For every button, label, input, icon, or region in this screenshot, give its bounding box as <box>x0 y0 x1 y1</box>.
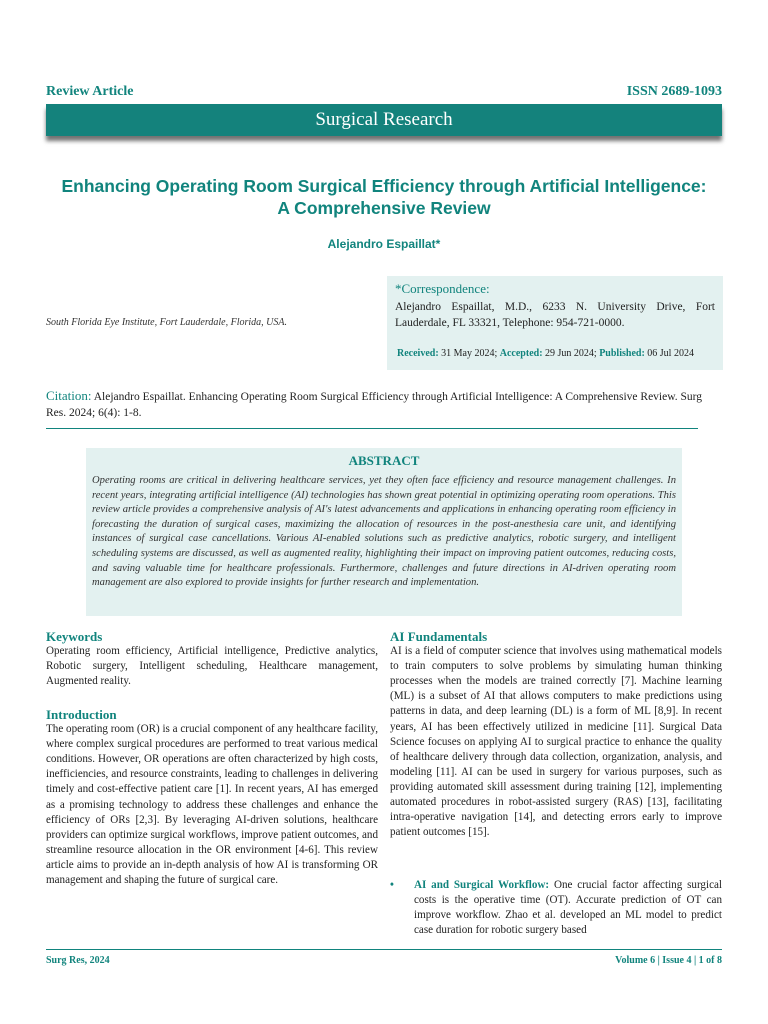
citation <box>46 388 722 421</box>
issn: ISSN 2689-1093 <box>626 84 722 99</box>
ai-fundamentals-heading: AI Fundamentals <box>390 629 488 644</box>
article-type: Review Article <box>46 84 134 99</box>
published-date: 06 Jul 2024 <box>647 348 694 359</box>
accepted-label: Accepted: <box>499 348 543 359</box>
citation-text: Alejandro Espaillat. Enhancing Operating Room Surgical Efficiency through Artificial Intelligence: A Comprehensive Review. Surg Res. 2024; 6(4): 1-8. <box>46 391 703 419</box>
abstract-box <box>86 448 682 616</box>
bullet-text: One crucial factor affecting surgical costs is the operative time (OT). Accurate prediction of OT can improve workflow. Zhao et al. developed an ML model to predict case duration for robotic surgery based <box>414 879 722 937</box>
footer-page-info: Volume 6 | Issue 4 | 1 of 8 <box>615 955 722 966</box>
received-date: 31 May 2024; <box>441 348 498 359</box>
abstract-text: Operating rooms are critical in delivering healthcare services, yet they often face efficiency and resource management challenges. In recent years, integrating artificial intelligence (AI) technologies has shown great potential in optimizing operating room operations. This review article provides a comprehensive analysis of AI's latest advancements and applications in enhancing operating room efficiency in forecasting the duration of surgical cases, maximizing the allocation of resources in the post-anesthesia care unit, and identifying instances of surgical case cancellations. Various AI-enabled solutions such as predictive analytics, robotic surgery, and intelligent scheduling systems are discussed, as well as augmented reality, highlighting their impact on improving patient outcomes, reducing costs, and saving valuable time for healthcare professionals. Furthermore, challenges and future directions in AI-driven operating room management are also explored to provide insights for further research and implementation. <box>92 475 676 589</box>
introduction-text: The operating room (OR) is a crucial component of any healthcare facility, where complex surgical procedures are performed to treat various medical conditions. However, OR operations are often characterized by high costs, inefficiencies, and resource constraints, leading to challenges in delivering timely and cost-effective patient care [1]. In recent years, AI has emerged as a promising technology to address these challenges and enhance the efficiency of ORs [2,3]. By leveraging AI-driven solutions, healthcare providers can optimize surgical workflows, improve patient outcomes, and streamline resource allocation in the OR environment [4-6]. This review article aims to provide an in-depth analysis of how AI is transforming OR management and shaping the future of surgical care. <box>46 723 378 887</box>
introduction-section <box>46 707 378 888</box>
correspondence-box <box>387 276 723 370</box>
journal-banner: Surgical Research <box>46 104 722 136</box>
bullet-icon: • <box>390 879 394 891</box>
keywords-heading: Keywords <box>46 629 103 644</box>
ai-fundamentals-section <box>390 629 722 840</box>
bullet-text-block <box>414 878 722 938</box>
published-label: Published: <box>599 348 645 359</box>
ai-fundamentals-text: AI is a field of computer science that involves using mathematical models to train computers to solve problems by simulating human thinking processes when the models are trained correctly [7]. Machine learning (ML) is a subset of AI that allows computers to make predictions using patterns in data, and deep learning (DL) is a form of ML [8,9]. In recent years, AI has been effectively utilized in medicine [11]. Surgical Data Science focuses on applying AI to surgical practice to enhance the quality of healthcare delivery through data collection, organization, analysis, and modeling [11]. AI can be used in surgery for various purposes, such as providing automated skill assessment during training [12], implementing automated procedures in robot-assisted surgery (RAS) [13], facilitating intra-operative navigation [14], and detecting errors early to improve patient outcomes [15]. <box>390 645 722 839</box>
article-dates <box>397 348 694 359</box>
citation-label: Citation: <box>46 388 92 403</box>
correspondence-heading: *Correspondence: <box>395 281 490 296</box>
introduction-heading: Introduction <box>46 707 117 722</box>
correspondence-body: Alejandro Espaillat, M.D., 6233 N. University Drive, Fort Lauderdale, FL 33321, Telephone: 954-721-0000. <box>395 301 715 329</box>
received-label: Received: <box>397 348 439 359</box>
affiliation: South Florida Eye Institute, Fort Lauderdale, Florida, USA. <box>46 317 287 328</box>
accepted-date: 29 Jun 2024; <box>545 348 597 359</box>
paper-title: Enhancing Operating Room Surgical Efficiency through Artificial Intelligence: A Comprehensive Review <box>61 176 707 218</box>
footer-journal: Surg Res, 2024 <box>46 955 110 966</box>
divider <box>46 428 698 429</box>
footer-divider <box>46 949 722 950</box>
keywords-text: Operating room efficiency, Artificial intelligence, Predictive analytics, Robotic surgery, Intelligent scheduling, Healthcare management, Augmented reality. <box>46 645 378 688</box>
bullet-heading: AI and Surgical Workflow: <box>414 879 550 891</box>
abstract-heading: ABSTRACT <box>348 453 420 468</box>
keywords-section <box>46 629 378 689</box>
author: Alejandro Espaillat* <box>327 237 441 251</box>
